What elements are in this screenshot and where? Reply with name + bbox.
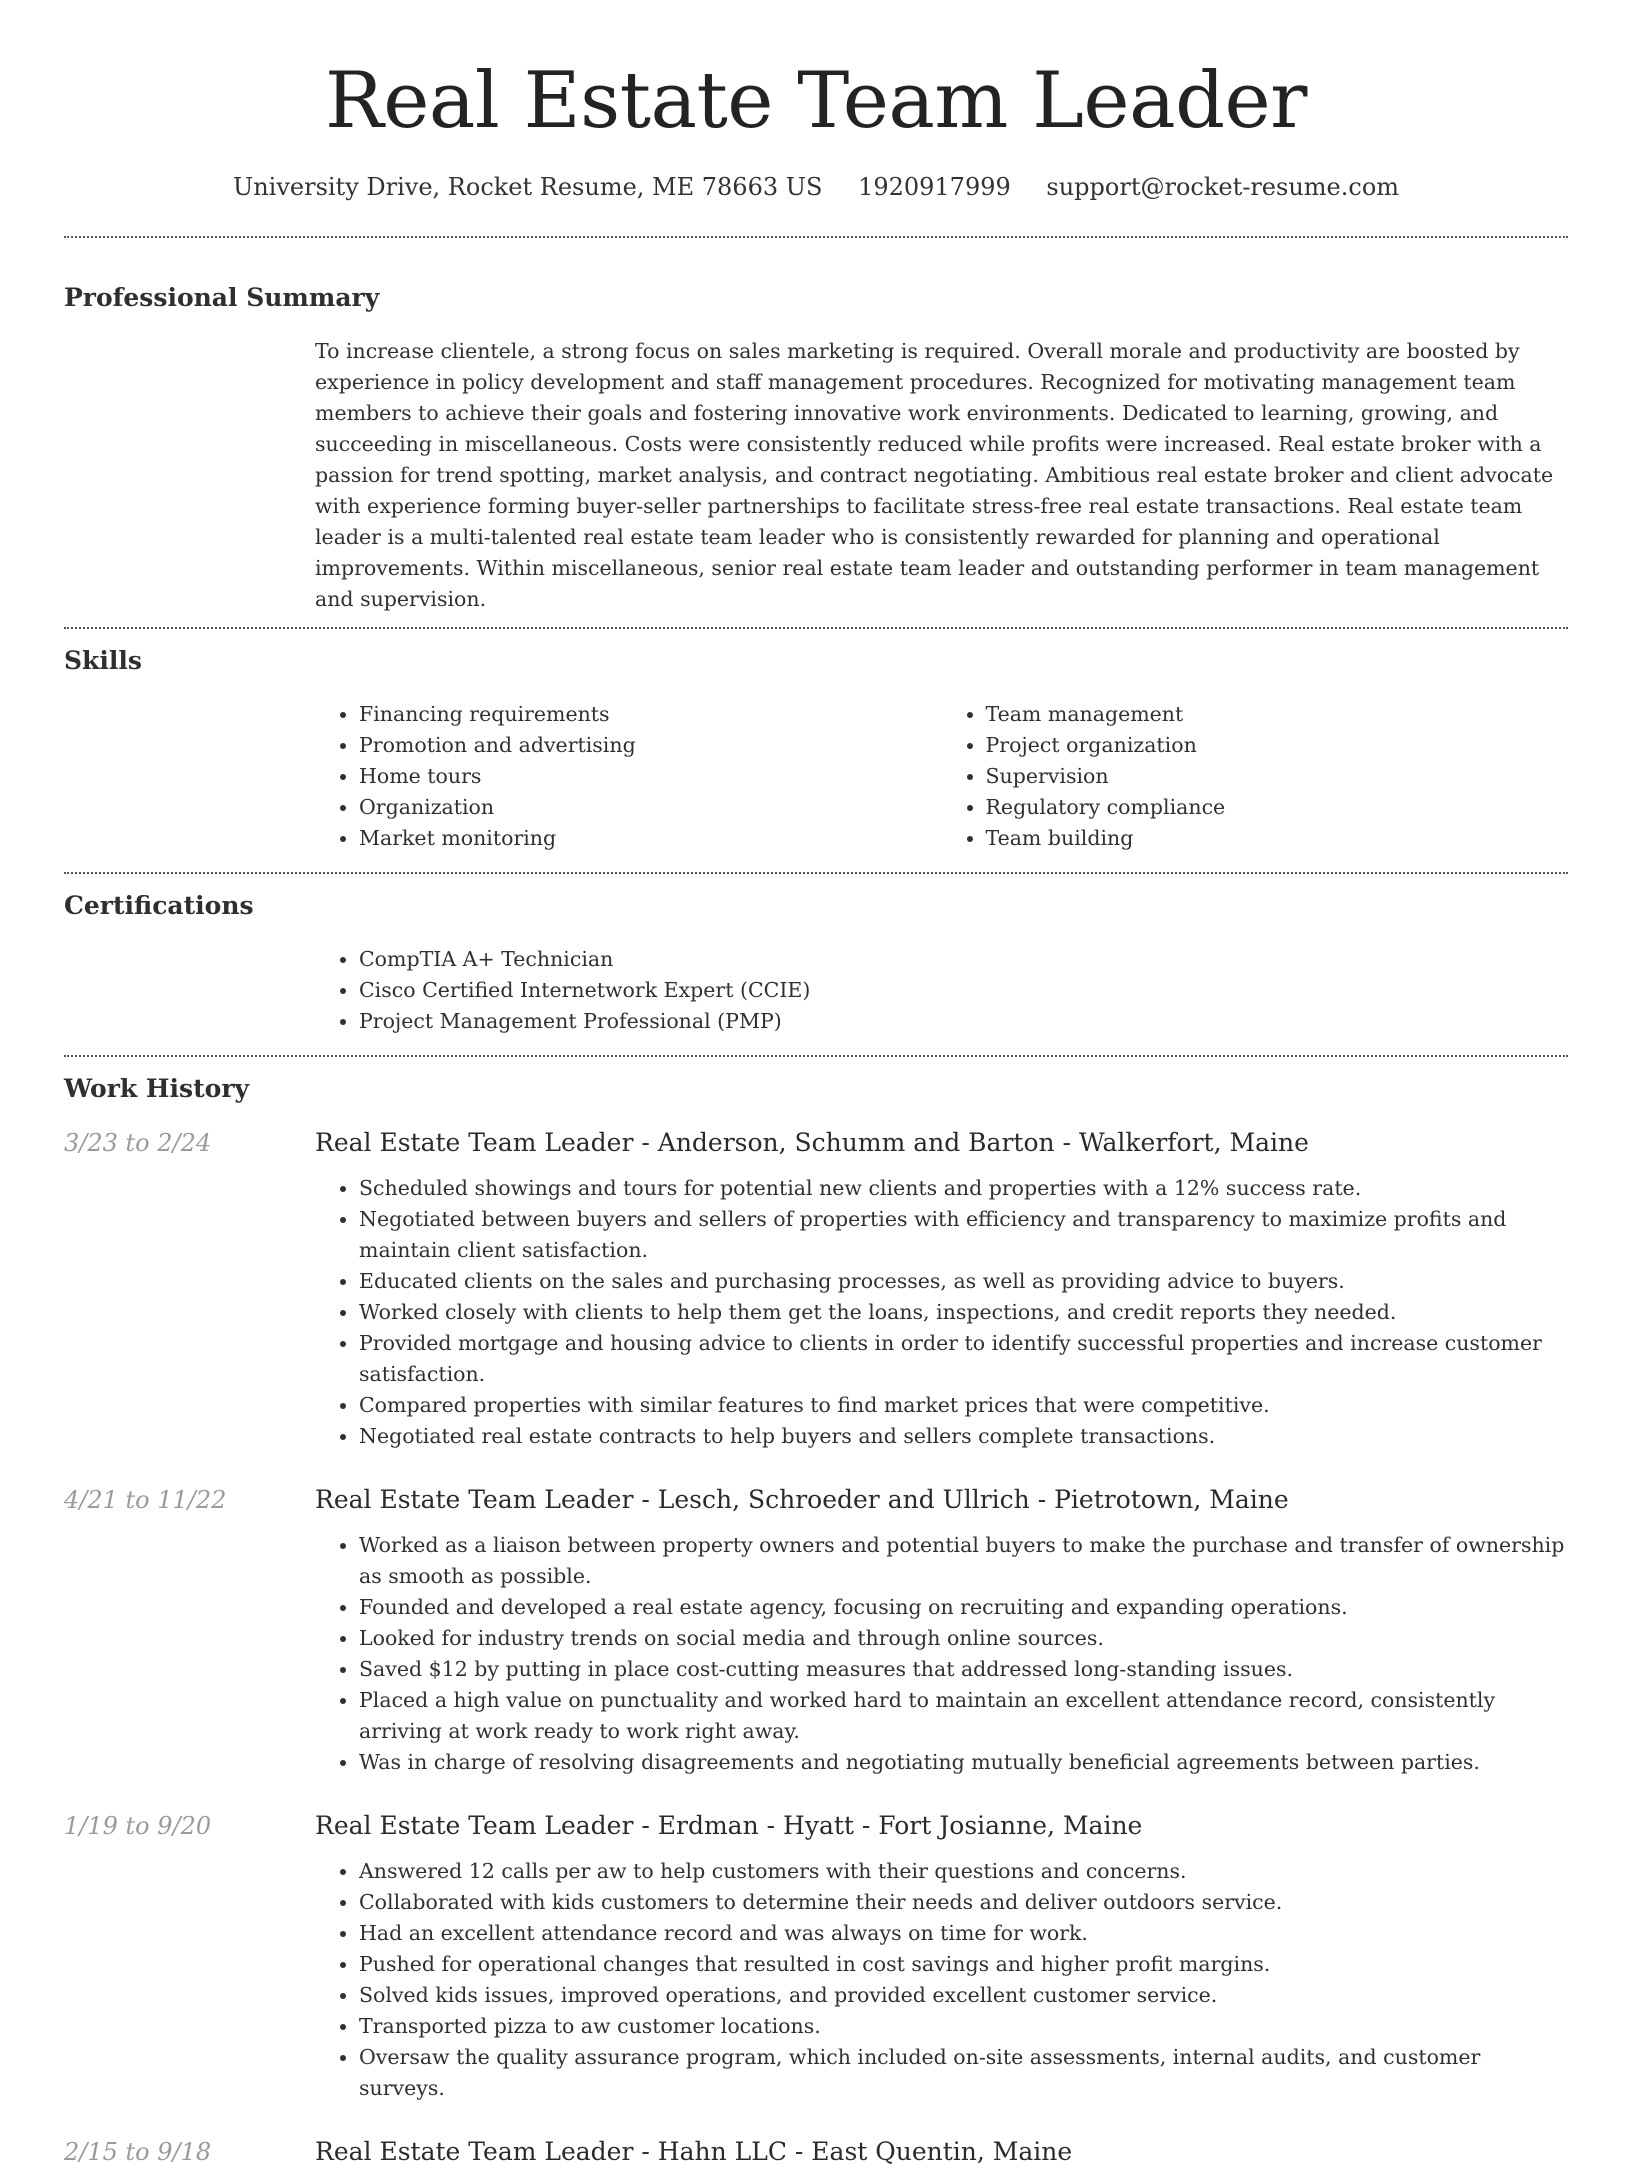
list-item: • Promotion and advertising [359,730,942,761]
candidate-name: Real Estate Team Leader [325,56,1307,146]
work-history-heading: Work History [64,1074,250,1103]
list-item: • Transported pizza to aw customer locations. [359,2011,1568,2042]
list-item: • Compared properties with similar features to find market prices that were competitive. [359,1390,1568,1421]
list-item: • Regulatory compliance [986,792,1569,823]
skills-list-left [315,699,942,854]
list-item: • Project organization [986,730,1569,761]
list-item: • Supervision [986,761,1569,792]
list-item: • Market monitoring [359,823,942,854]
certifications-section [64,874,1568,1037]
skills-list-right [942,699,1569,854]
list-item: • Home tours [359,761,942,792]
job-dates: 1/19 to 9/20 [64,1812,212,1840]
certifications-heading: Certifications [64,891,254,920]
list-item: • Team building [986,823,1569,854]
list-item: • Project Management Professional (PMP) [359,1006,1568,1037]
certifications-list [315,944,1568,1037]
skills-section [64,629,1568,854]
job-bullets [315,1856,1568,2104]
list-item: • Provided mortgage and housing advice to clients in order to identify successful properties and increase customer satisfaction. [359,1328,1568,1390]
list-item: • Pushed for operational changes that resulted in cost savings and higher profit margins. [359,1949,1568,1980]
contact-line [64,172,1568,202]
job-dates: 3/23 to 2/24 [64,1129,212,1157]
list-item: • Solved kids issues, improved operations, and provided excellent customer service. [359,1980,1568,2011]
list-item: • Had an excellent attendance record and was always on time for work. [359,1918,1568,1949]
list-item: • Organization [359,792,942,823]
list-item: • Team management [986,699,1569,730]
list-item: • Oversaw the quality assurance program, which included on-site assessments, internal audits, and customer surveys. [359,2042,1568,2104]
list-item: • Placed a high value on punctuality and worked hard to maintain an excellent attendance record, consistently arriving at work ready to work right away. [359,1685,1568,1747]
job-dates: 2/15 to 9/18 [64,2138,212,2166]
list-item: • Scheduled showings and tours for potential new clients and properties with a 12% success rate. [359,1173,1568,1204]
job-bullets [315,1530,1568,1778]
job-title: Real Estate Team Leader - Erdman - Hyatt - Fort Josianne, Maine [315,1811,1143,1840]
skills-grid [315,699,1568,854]
work-history-section [64,1057,1568,2168]
job-entry [64,1484,1568,1778]
list-item: • Founded and developed a real estate agency, focusing on recruiting and expanding operations. [359,1592,1568,1623]
list-item: • CompTIA A+ Technician [359,944,1568,975]
job-entry [64,2136,1568,2168]
job-entry [64,1810,1568,2104]
job-entry [64,1127,1568,1452]
list-item: • Worked closely with clients to help them get the loans, inspections, and credit reports they needed. [359,1297,1568,1328]
summary-heading: Professional Summary [64,283,380,312]
job-dates: 4/21 to 11/22 [64,1486,227,1514]
summary-section [64,238,1568,615]
list-item: • Collaborated with kids customers to determine their needs and deliver outdoors service. [359,1887,1568,1918]
contact-email: support@rocket-resume.com [1046,173,1400,201]
list-item: • Financing requirements [359,699,942,730]
contact-phone: 1920917999 [858,173,1011,201]
job-title: Real Estate Team Leader - Lesch, Schroeder and Ullrich - Pietrotown, Maine [315,1485,1289,1514]
list-item: • Cisco Certified Internetwork Expert (CCIE) [359,975,1568,1006]
list-item: • Negotiated real estate contracts to help buyers and sellers complete transactions. [359,1421,1568,1452]
contact-address: University Drive, Rocket Resume, ME 78663 US [232,173,823,201]
summary-text: To increase clientele, a strong focus on sales marketing is required. Overall morale and productivity are boosted by experience in policy development and staff management procedures. Recognized for motivating management team members to achieve their goals and fostering innovative work environments. Dedicated to learning, growing, and succeeding in miscellaneous. Costs were consistently reduced while profits were increased. Real estate broker with a passion for trend spotting, market analysis, and contract negotiating. Ambitious real estate broker and client advocate with experience forming buyer-seller partnerships to facilitate stress-free real estate transactions. Real estate team leader is a multi-talented real estate team leader who is consistently rewarded for planning and operational improvements. Within miscellaneous, senior real estate team leader and outstanding performer in team management and supervision. [315,339,1554,611]
job-bullets [315,1173,1568,1452]
list-item: • Saved $12 by putting in place cost-cutting measures that addressed long-standing issues. [359,1654,1568,1685]
list-item: • Looked for industry trends on social media and through online sources. [359,1623,1568,1654]
list-item: • Answered 12 calls per aw to help customers with their questions and concerns. [359,1856,1568,1887]
resume-page [64,0,1568,2168]
job-title: Real Estate Team Leader - Hahn LLC - East Quentin, Maine [315,2137,1073,2166]
list-item: • Educated clients on the sales and purchasing processes, as well as providing advice to buyers. [359,1266,1568,1297]
list-item: • Negotiated between buyers and sellers of properties with efficiency and transparency to maximize profits and maintain client satisfaction. [359,1204,1568,1266]
list-item: • Was in charge of resolving disagreements and negotiating mutually beneficial agreements between parties. [359,1747,1568,1778]
job-title: Real Estate Team Leader - Anderson, Schumm and Barton - Walkerfort, Maine [315,1128,1309,1157]
list-item: • Worked as a liaison between property owners and potential buyers to make the purchase and transfer of ownership as smooth as possible. [359,1530,1568,1592]
skills-heading: Skills [64,646,142,675]
